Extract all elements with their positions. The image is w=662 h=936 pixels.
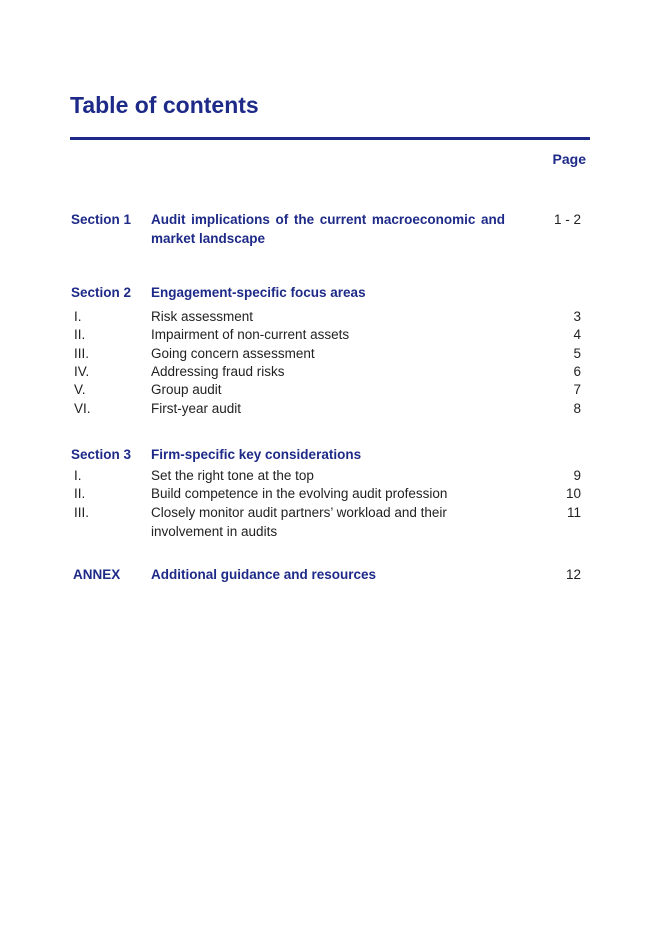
item-number: III. (74, 346, 90, 361)
item-number: II. (74, 327, 86, 342)
item-page: 8 (573, 401, 581, 416)
item-label: Impairment of non-current assets (151, 327, 350, 342)
section-number: Section 2 (71, 285, 132, 300)
item-label: First-year audit (151, 401, 242, 416)
item-label: Build competence in the evolving audit profession (151, 486, 448, 501)
annex-title: Additional guidance and resources (151, 567, 377, 582)
item-page: 6 (573, 364, 581, 379)
item-number: I. (74, 309, 82, 324)
annex-page: 12 (565, 567, 581, 582)
item-number: II. (74, 486, 86, 501)
item-number: VI. (74, 401, 91, 416)
item-page: 4 (573, 327, 581, 342)
item-page: 3 (573, 309, 581, 324)
title-divider (70, 137, 590, 140)
section-page: 1 - 2 (553, 212, 581, 227)
section-title: Engagement-specific focus areas (151, 285, 366, 300)
item-number: V. (74, 382, 86, 397)
item-label: Going concern assessment (151, 346, 315, 361)
item-page: 11 (566, 505, 581, 520)
page-column-header: Page (552, 151, 586, 167)
item-page: 5 (573, 346, 581, 361)
item-number: III. (74, 505, 90, 520)
section-title: Audit implications of the current macroeconomic and market landscape (151, 212, 505, 246)
item-page: 10 (565, 486, 581, 501)
section-number: Section 1 (71, 212, 132, 227)
section-title: Firm-specific key considerations (151, 447, 362, 462)
item-number: IV. (74, 364, 90, 379)
item-page: 9 (573, 468, 581, 483)
item-label: Closely monitor audit partners’ workload and their involvement in audits (151, 505, 447, 539)
item-label: Addressing fraud risks (151, 364, 285, 379)
item-page: 7 (573, 382, 581, 397)
page-title: Table of contents (70, 92, 259, 118)
item-number: I. (74, 468, 82, 483)
item-label: Group audit (151, 382, 222, 397)
annex-label: ANNEX (73, 567, 121, 582)
item-label: Set the right tone at the top (151, 468, 314, 483)
item-label: Risk assessment (151, 309, 254, 324)
section-number: Section 3 (71, 447, 132, 462)
